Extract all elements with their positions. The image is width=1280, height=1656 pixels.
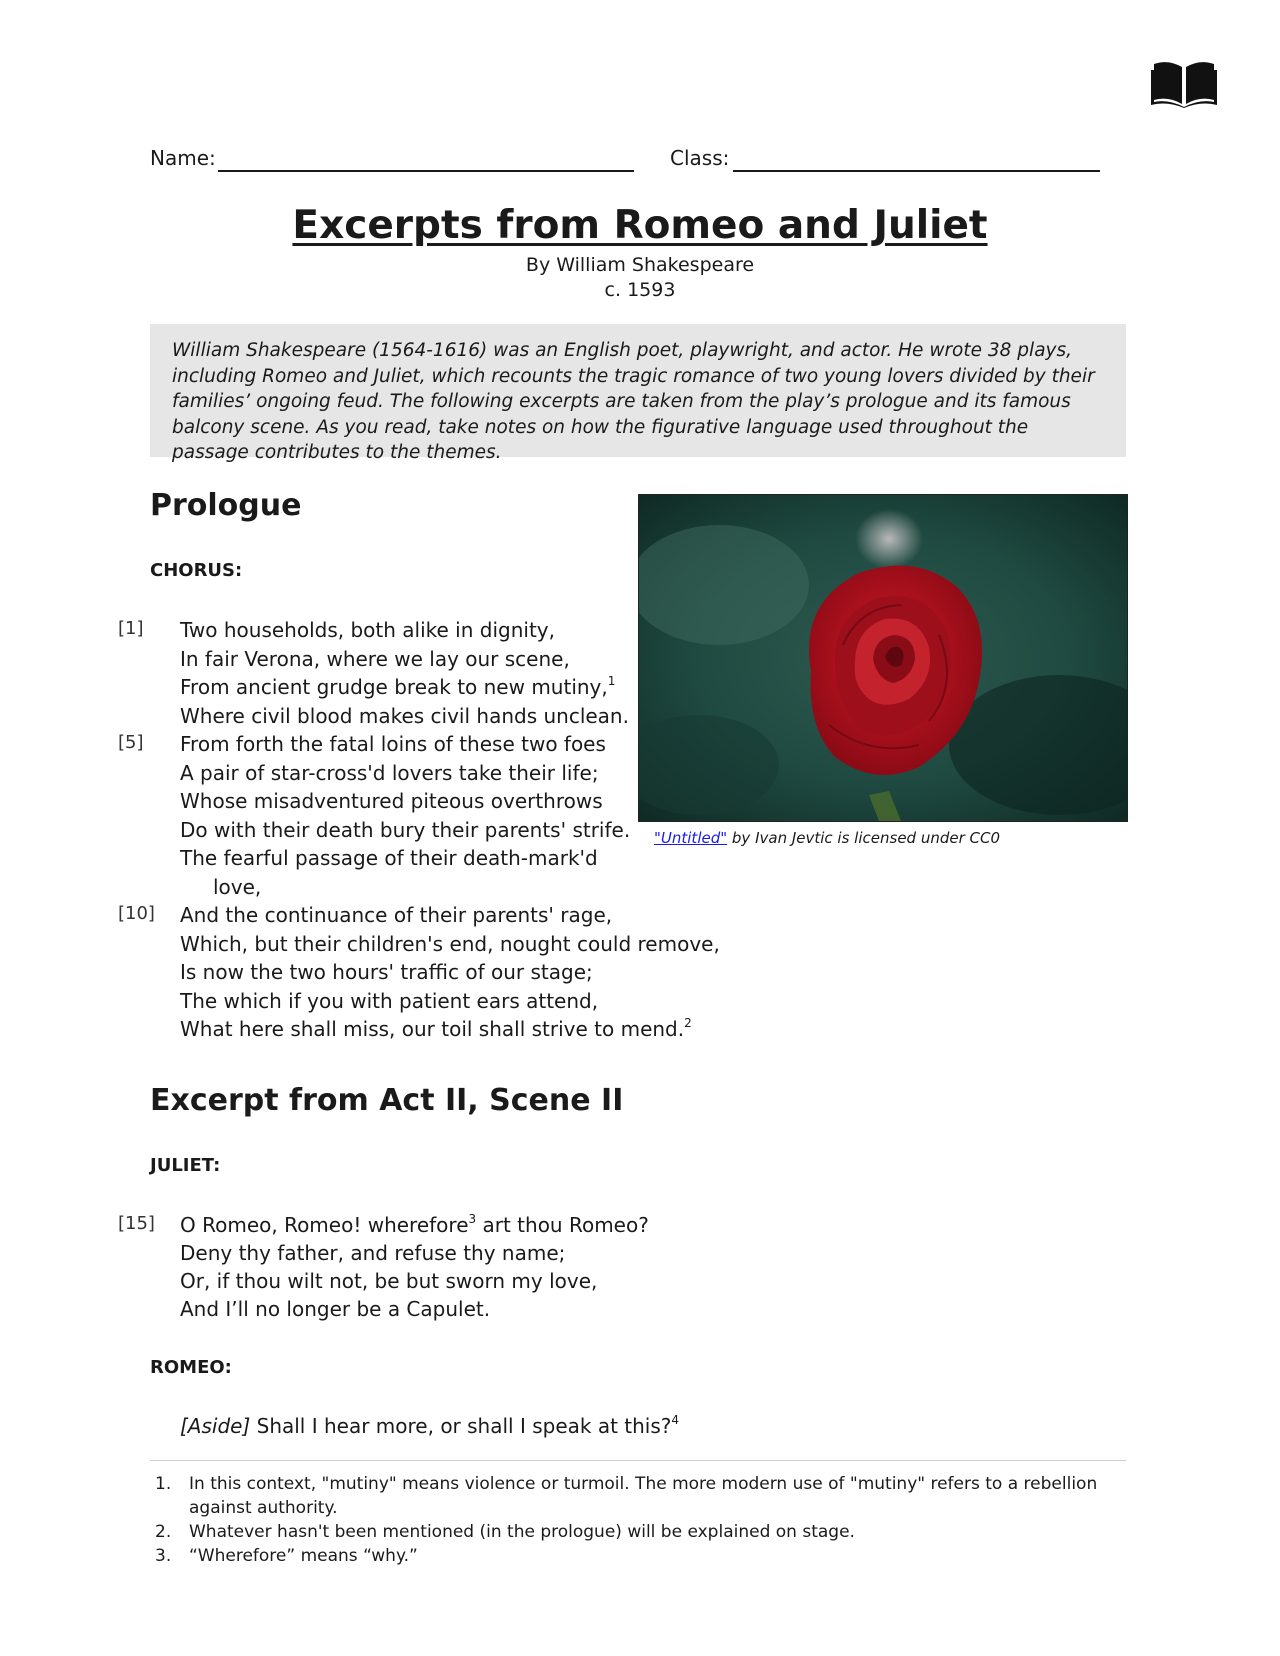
verse-line: Where civil blood makes civil hands unclean. [180, 703, 629, 728]
prologue-heading: Prologue [150, 488, 302, 523]
class-label: Class: [670, 146, 730, 170]
footnote-ref[interactable]: 2 [684, 1016, 692, 1030]
date: c. 1593 [604, 279, 676, 301]
footnote-item: 2. Whatever hasn't been mentioned (in the prologue) will be explained on stage. [155, 1522, 855, 1542]
verse-line: What here shall miss, our toil shall strive to mend.$^2$ [180, 1016, 692, 1041]
open-book-icon [1150, 58, 1218, 108]
chorus-speaker: CHORUS: [150, 560, 243, 581]
verse-line: And the continuance of their parents' rage, [180, 903, 613, 927]
verse-line: Do with their death bury their parents' strife. [180, 817, 631, 842]
name-field[interactable] [218, 170, 634, 172]
name-label: Name: [150, 146, 216, 170]
juliet-speaker: JULIET: [150, 1155, 221, 1176]
line-number: [10] [118, 903, 155, 924]
verse-line: Is now the two hours' traffic of our stage; [180, 960, 593, 984]
footnote-ref[interactable]: 3 [468, 1212, 477, 1226]
verse-line: A pair of star-cross'd lovers take their life; [180, 760, 599, 785]
line-number: [5] [118, 732, 144, 753]
document-title: Excerpts from Romeo and Juliet [292, 203, 988, 248]
class-field[interactable] [733, 170, 1100, 172]
verse-line: From ancient grudge break to new mutiny,$^1$ [180, 674, 616, 699]
footnote-ref[interactable]: 1 [607, 674, 616, 688]
verse-line: O Romeo, Romeo! wherefore$^3$ art thou Romeo? [180, 1212, 649, 1237]
verse-line: And I’ll no longer be a Capulet. [180, 1297, 491, 1321]
author: By William Shakespeare [525, 254, 755, 276]
footnote-item: 3. “Wherefore” means “why.” [155, 1546, 418, 1566]
verse-line: love, [213, 874, 262, 899]
act2-heading: Excerpt from Act II, Scene II [150, 1083, 624, 1118]
line-number: [1] [118, 618, 144, 639]
footnote-item: 1. In this context, "mutiny" means violence or turmoil. The more modern use of "mutiny" refers to a rebellion against authority. [155, 1474, 1098, 1518]
rose-photo [638, 494, 1128, 822]
intro-box: William Shakespeare (1564-1616) was an English poet, playwright, and actor. He wrote 38 plays, including Romeo and Juliet, which recounts the tragic romance of two young lovers divided by their families’ ongoing feud. The following excerpts are taken from the play’s prologue and its famous balcony scene. As you read, take notes on how the figurative language used throughout the passage contributes to the themes. [150, 324, 1126, 457]
verse-line: Deny thy father, and refuse thy name; [180, 1241, 566, 1265]
verse-line: Whose misadventured piteous overthrows [180, 789, 603, 813]
photo-license-text: by Ivan Jevtic is licensed under CC0 [727, 829, 1001, 847]
footnote-divider [150, 1460, 1126, 1461]
romeo-speaker: ROMEO: [150, 1357, 232, 1378]
verse-line: Which, but their children's end, nought could remove, [180, 931, 720, 956]
verse-line: From forth the fatal loins of these two foes [180, 732, 606, 756]
stage-direction: [Aside] [180, 1414, 251, 1438]
name-class-row [150, 146, 1100, 176]
verse-line: Two households, both alike in dignity, [180, 618, 555, 642]
photo-source-link[interactable]: "Untitled" [654, 829, 728, 847]
footnote-ref[interactable]: 4 [671, 1413, 680, 1427]
line-number: [15] [118, 1213, 155, 1234]
verse-line: The fearful passage of their death-mark'd [180, 846, 598, 870]
verse-line: The which if you with patient ears attend, [180, 988, 599, 1013]
verse-line: Or, if thou wilt not, be but sworn my love, [180, 1269, 598, 1293]
verse-line: [Aside] Shall I hear more, or shall I speak at this?$^4$ [180, 1413, 680, 1438]
verse-line: In fair Verona, where we lay our scene, [180, 646, 570, 671]
photo-caption [654, 829, 1000, 847]
